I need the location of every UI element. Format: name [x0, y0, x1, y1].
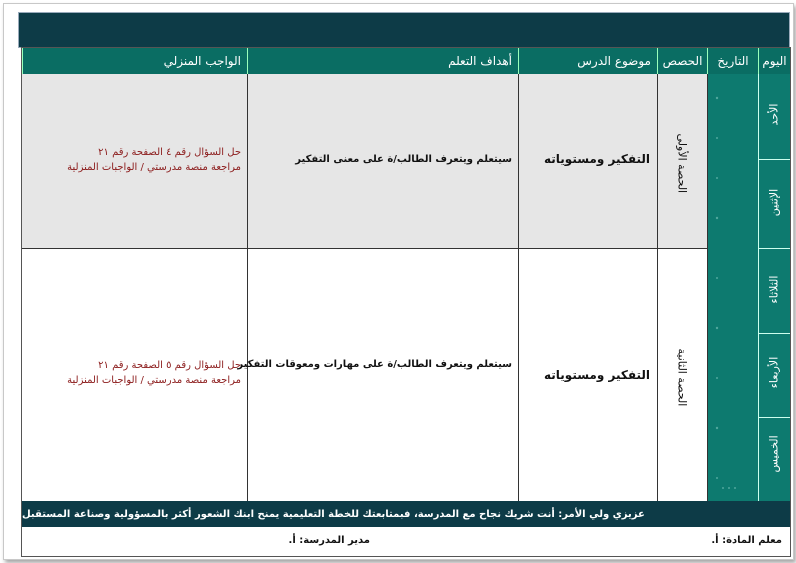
header-goals: أهداف التعلم	[247, 48, 518, 74]
row2-goal-cell	[237, 248, 518, 501]
signature-row	[22, 527, 790, 556]
teacher-signature: معلم المادة: أ.	[711, 535, 782, 546]
row1-goal: سيتعلم ويتعرف الطالب/ة على معنى التفكير	[295, 154, 512, 165]
date-column-marks	[711, 78, 759, 498]
day-thursday: الخميس	[767, 435, 781, 473]
parent-message: عزيزي ولي الأمر: أنت شريك نجاح مع المدرسة، فبمتابعتك للخطة التعليمية يمنح ابنك الشعور أكثر بالمسؤولية وصناعة المستقبل	[22, 501, 790, 527]
principal-signature: مدير المدرسة: أ.	[288, 535, 370, 546]
row2-period-label: الحصة الثانية	[675, 348, 689, 407]
day-tuesday: الثلاثاء	[767, 275, 781, 304]
row1-homework	[22, 145, 241, 175]
header-date: التاريخ	[707, 48, 758, 74]
page-frame	[3, 3, 794, 560]
row1-homework-line2: مراجعة منصة مدرستي / الواجبات المنزلية	[67, 162, 241, 173]
weekly-plan-table	[21, 47, 791, 557]
row2-homework-line2: مراجعة منصة مدرستي / الواجبات المنزلية	[67, 375, 241, 386]
row2-homework	[22, 358, 241, 388]
row1-period-label: الحصة الأولى	[675, 133, 689, 194]
top-banner	[18, 12, 790, 48]
header-period: الحصص	[657, 48, 707, 74]
day-monday: الإثنين	[767, 188, 781, 217]
row1-topic: التفكير ومستوياته	[544, 152, 650, 166]
header-topic: موضوع الدرس	[518, 48, 657, 74]
header-homework: الواجب المنزلي	[22, 48, 247, 74]
row1-homework-line1: حل السؤال رقم ٤ الصفحة رقم ٢١	[98, 147, 241, 158]
header-day: اليوم	[758, 48, 790, 74]
row2-topic: التفكير ومستوياته	[544, 368, 650, 382]
day-wednesday: الأربعاء	[767, 356, 781, 389]
row2-homework-line1: حل السؤال رقم ٥ الصفحة رقم ٢١	[98, 360, 241, 371]
day-sunday: الأحد	[767, 103, 781, 126]
row2-goal: سيتعلم ويتعرف الطالب/ة على مهارات ومعوقات التفكير	[237, 359, 512, 370]
